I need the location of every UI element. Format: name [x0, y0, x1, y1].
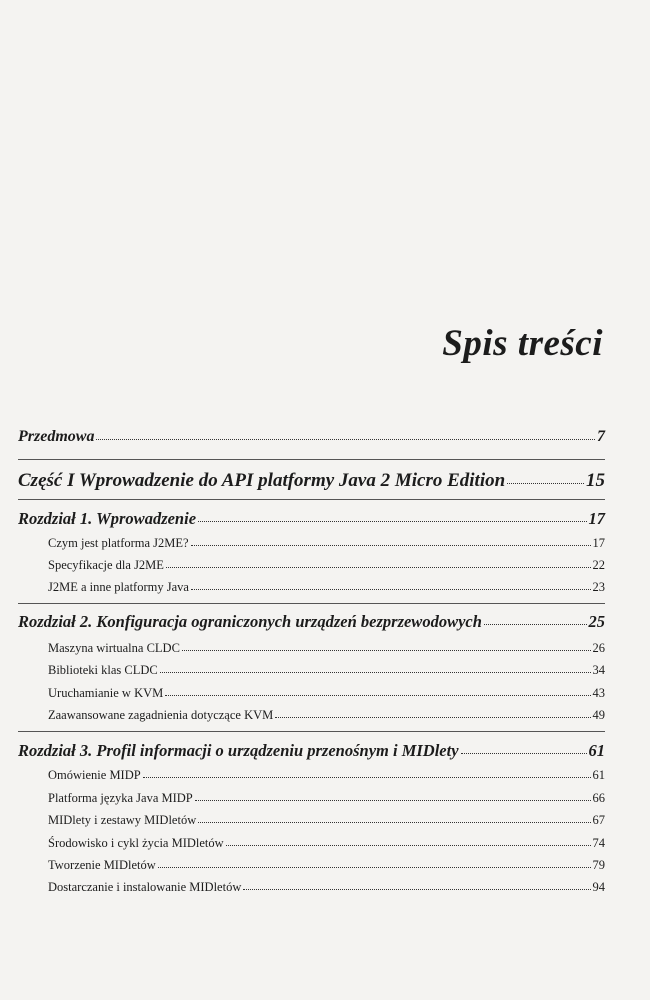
leader-dots [226, 835, 591, 846]
toc-page-number: 61 [588, 741, 605, 760]
toc-entry-section [48, 580, 605, 595]
leader-dots [507, 468, 584, 484]
toc-entry-section [48, 663, 605, 678]
toc-entry-section [48, 858, 605, 873]
divider [18, 459, 605, 460]
leader-dots [275, 707, 590, 718]
divider [18, 499, 605, 500]
toc-page-number: 23 [592, 580, 605, 594]
toc-page-number: 94 [592, 880, 605, 894]
toc-page-number: 61 [592, 768, 605, 782]
toc-entry-part-1 [18, 470, 605, 492]
toc-entry-section [48, 836, 605, 851]
toc-page-number: 79 [592, 858, 605, 872]
leader-dots [461, 740, 587, 754]
toc-entry-preface [18, 428, 605, 446]
toc-entry-section [48, 708, 605, 723]
leader-dots [96, 426, 595, 439]
toc-entry-section [48, 813, 605, 828]
toc-entry-label: Zaawansowane zagadnienia dotyczące KVM [48, 708, 274, 722]
leader-dots [165, 685, 590, 696]
leader-dots [484, 611, 587, 625]
leader-dots [195, 790, 591, 801]
leader-dots [158, 857, 591, 868]
toc-entry-label: Czym jest platforma J2ME? [48, 536, 189, 550]
toc-entry-label: Platforma języka Java MIDP [48, 791, 193, 805]
toc-entry-section [48, 558, 605, 573]
toc-entry-label: Specyfikacje dla J2ME [48, 558, 164, 572]
toc-page-number: 49 [592, 708, 605, 722]
page-title: Spis treści [442, 323, 603, 364]
leader-dots [191, 579, 591, 590]
toc-entry-section [48, 768, 605, 783]
toc-entry-label: Tworzenie MIDletów [48, 858, 156, 872]
toc-page-number: 15 [586, 470, 605, 491]
toc-entry-label: Dostarczanie i instalowanie MIDletów [48, 880, 242, 894]
toc-entry-section [48, 791, 605, 806]
divider [18, 731, 605, 732]
toc-entry-section [48, 686, 605, 701]
toc-entry-section [48, 880, 605, 895]
toc-entry-label: Uruchamianie w KVM [48, 686, 164, 700]
toc-page-number: 17 [592, 536, 605, 550]
leader-dots [160, 662, 591, 673]
toc-entry-label: Biblioteki klas CLDC [48, 663, 158, 677]
toc-entry-label: Część I Wprowadzenie do API platformy Java 2 Micro Edition [18, 470, 506, 491]
leader-dots [243, 879, 590, 890]
toc-entry-chapter-1 [18, 509, 605, 529]
toc-page-number: 74 [592, 836, 605, 850]
toc-page-number: 66 [592, 791, 605, 805]
leader-dots [198, 508, 586, 522]
leader-dots [191, 535, 591, 546]
toc-entry-label: Omówienie MIDP [48, 768, 141, 782]
toc-entry-label: Rozdział 2. Konfiguracja ograniczonych urządzeń bezprzewodowych [18, 612, 482, 631]
toc-page-number: 22 [592, 558, 605, 572]
toc-entry-label: Rozdział 3. Profil informacji o urządzeniu przenośnym i MIDlety [18, 741, 459, 760]
toc-entry-section [48, 641, 605, 656]
leader-dots [166, 557, 591, 568]
toc-page-number: 17 [588, 509, 605, 528]
toc-page-number: 25 [588, 612, 605, 631]
toc-entry-label: MIDlety i zestawy MIDletów [48, 813, 197, 827]
toc-entry-label: Przedmowa [18, 428, 95, 446]
toc-page-number: 26 [592, 641, 605, 655]
toc-page-number: 7 [597, 428, 605, 446]
leader-dots [198, 812, 590, 823]
toc-entry-chapter-2 [18, 612, 605, 632]
toc-entry-section [48, 536, 605, 551]
toc-entry-label: Maszyna wirtualna CLDC [48, 641, 180, 655]
toc-page-number: 43 [592, 686, 605, 700]
toc-entry-chapter-3 [18, 741, 605, 761]
toc-entry-label: Środowisko i cykl życia MIDletów [48, 836, 224, 850]
toc-page-number: 67 [592, 813, 605, 827]
toc-entry-label: J2ME a inne platformy Java [48, 580, 189, 594]
toc-page-number: 34 [592, 663, 605, 677]
divider [18, 603, 605, 604]
toc-entry-label: Rozdział 1. Wprowadzenie [18, 509, 197, 528]
leader-dots [182, 640, 591, 651]
leader-dots [143, 767, 591, 778]
